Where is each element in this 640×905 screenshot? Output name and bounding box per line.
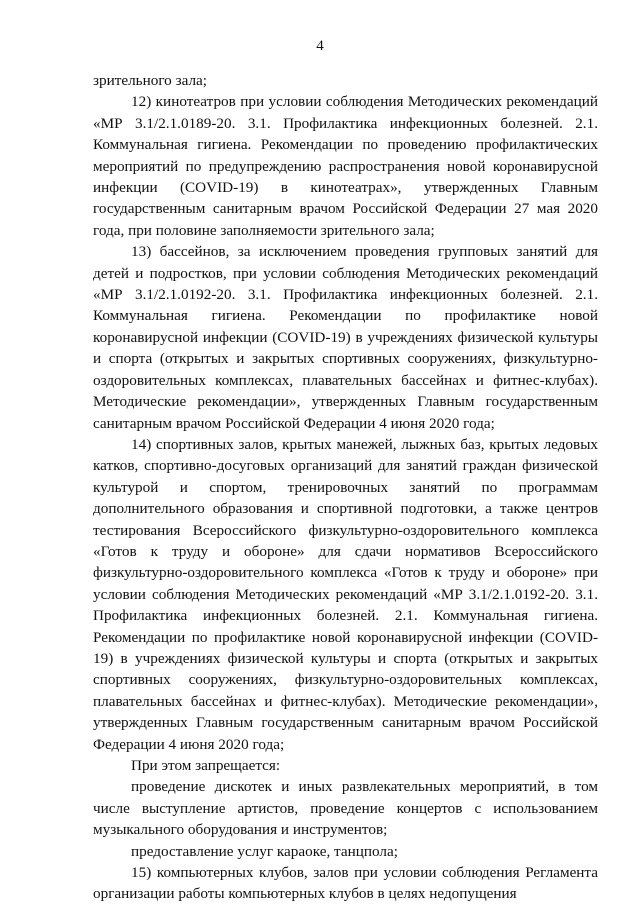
paragraph-item-15-computer-clubs: 15) компьютерных клубов, залов при условии соблюдения Регламента организации работы компьютерных клубов в целях недопущения <box>93 864 598 903</box>
paragraph-continuation: зрительного зала; <box>93 72 207 89</box>
paragraph-item-12-cinemas: 12) кинотеатров при условии соблюдения Методических рекомендаций «МР 3.1/2.1.0189-20. 3.1. Профилактика инфекционных болезней. 2.1. Коммунальная гигиена. Рекомендации по проведению профилактических мероприятий по предупреждению распространения новой коронавирусной инфекции (COVID-19) в кинотеатрах», утвержденных Главным государственным санитарным врачом Российской Федерации 27 мая 2020 года, при половине заполняемости зрительного зала; <box>93 93 598 239</box>
page-number: 4 <box>316 38 324 54</box>
paragraph-item-14-sport-halls: 14) спортивных залов, крытых манежей, лыжных баз, крытых ледовых катков, спортивно-досуговых организаций для занятий граждан физической культурой и спортом, тренировочных занятий по программам дополнительного образования и спортивной подготовки, а также центров тестирования Всероссийского физкультурно-оздоровительного комплекса «Готов к труду и обороне» для сдачи нормативов Всероссийского физкультурно-оздоровительного комплекса «Готов к труду и обороне» при условии соблюдения Методических рекомендаций «МР 3.1/2.1.0192-20. 3.1. Профилактика инфекционных болезней. 2.1. Коммунальная гигиена. Рекомендации по профилактике новой коронавирусной инфекции (COVID-19) в учреждениях физической культуры и спорта (открытых и закрытых спортивных сооружениях, физкультурно-оздоровительных комплексах, плавательных бассейнах и фитнес-клубах). Методические рекомендации», утвержденных Главным государственным санитарным врачом Российской Федерации 4 июня 2020 года; <box>93 435 598 753</box>
document-body <box>93 70 598 905</box>
paragraph-prohibited-discos: проведение дискотек и иных развлекательных мероприятий, в том числе выступление артистов, проведение концертов с использованием музыкального оборудования и инструментов; <box>93 778 598 839</box>
paragraph-prohibited-karaoke: предоставление услуг караоке, танцпола; <box>131 842 398 860</box>
paragraph-prohibited-heading: При этом запрещается: <box>131 757 281 774</box>
paragraph-item-13-pools: 13) бассейнов, за исключением проведения групповых занятий для детей и подростков, при условии соблюдения Методических рекомендаций «МР 3.1/2.1.0192-20. 3.1. Профилактика инфекционных болезней. 2.1. Коммунальная гигиена. Рекомендации по профилактике новой коронавирусной инфекции (COVID-19) в учреждениях физической культуры и спорта (открытых и закрытых спортивных сооружениях, физкультурно-оздоровительных комплексах, плавательных бассейнах и фитнес-клубах). Методические рекомендации», утвержденных Главным государственным санитарным врачом Российской Федерации 4 июня 2020 года; <box>93 243 598 432</box>
